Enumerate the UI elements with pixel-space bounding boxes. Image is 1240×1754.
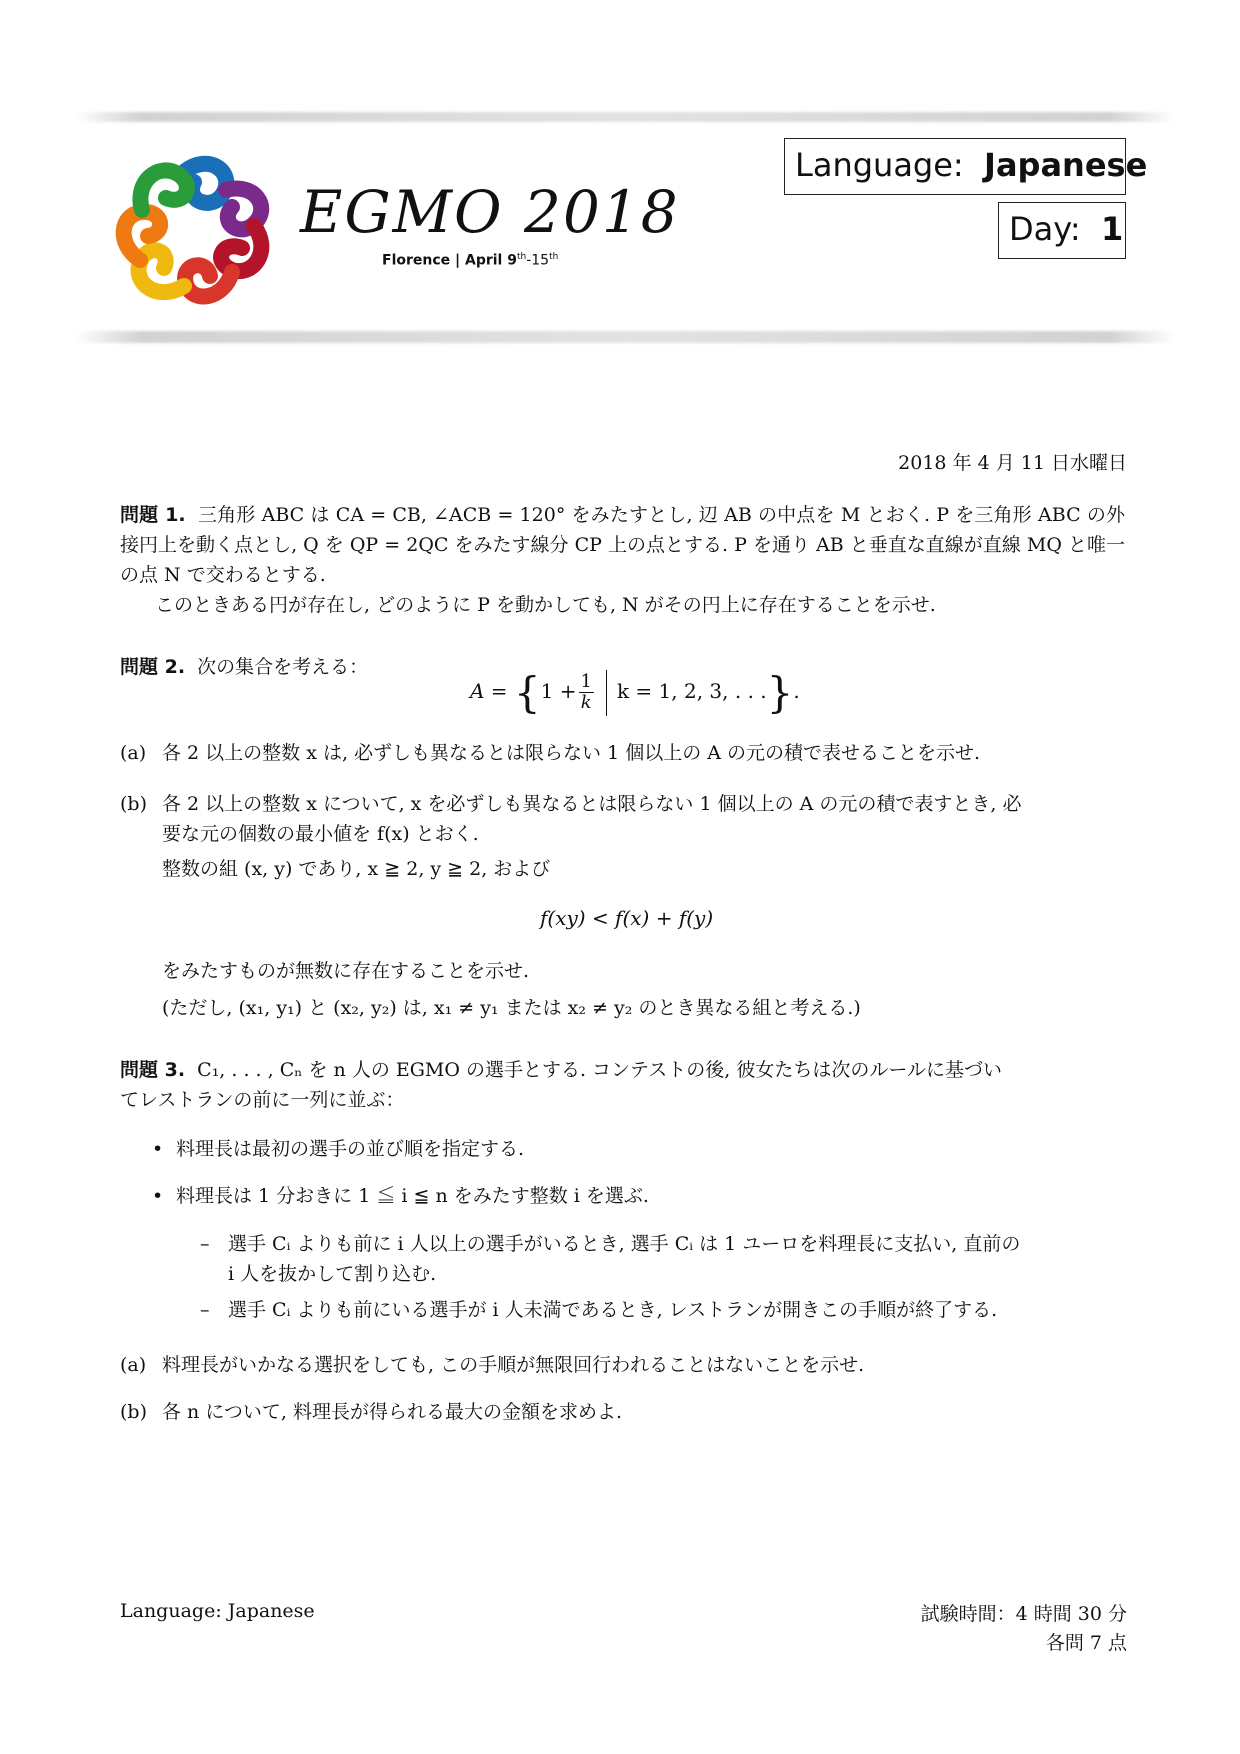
problem-2b-line4: をみたすものが無数に存在することを示せ. [162, 960, 530, 982]
set-definition: A = {1 + $\frac{1}{k}$ k = 1, 2, 3, . . .}. [470, 668, 800, 717]
egmo-title: EGMO 2018 [300, 178, 680, 246]
day-value: 1 [1100, 210, 1124, 248]
problem-3a: (a) 料理長がいかなる選択をしても, この手順が無限回行われることはないことを示せ. [120, 1354, 865, 1376]
problem-1-text: 三角形 ABC は CA = CB, ∠ACB = 120° をみたすとし, 辺 AB の中点を M とおく. P を三角形 ABC の外接円上を動く点とし, Q を QP = 2QC をみたす線分 CP 上の点とする. P を通り AB と垂直な直線が直線 MQ と唯一の点 N で交わるとする. [120, 504, 1125, 586]
day-box [998, 202, 1126, 259]
header-bottom-brush-stroke [75, 331, 1175, 343]
egmo-logo [114, 152, 274, 307]
problem-3-heading: 問題 3. [120, 1059, 186, 1081]
problem-1-conclusion: このときある円が存在し, どのように P を動かしても, N がその円上に存在することを示せ. [155, 594, 936, 616]
footer-exam-time: 試験時間：4 時間 30 分 [920, 1603, 1127, 1625]
egmo-subtitle: Florence | April 9th-15th [382, 252, 559, 269]
problem-2-intro: 問題 2. 次の集合を考える： [120, 656, 369, 678]
footer-points: 各問 7 点 [1045, 1632, 1127, 1654]
language-label: Language: [795, 146, 964, 184]
header-top-brush-stroke [75, 112, 1175, 122]
problem-3-intro: 問題 3. C₁, . . . , Cₙ を n 人の EGMO の選手とする. コンテストの後, 彼女たちは次のルールに基づい [120, 1059, 1002, 1081]
day-label: Day: [1009, 210, 1081, 248]
problem-3b: (b) 各 n について, 料理長が得られる最大の金額を求めよ. [120, 1401, 623, 1423]
footer-exam-info [921, 1600, 1127, 1658]
problem-3-rule-1: – 選手 Cᵢ よりも前に i 人以上の選手がいるとき, 選手 Cᵢ は 1 ユーロを料理長に支払い, 直前の i 人を抜かして割り込む. [200, 1229, 1020, 1289]
problem-1 [120, 500, 1125, 590]
problem-2b-line3: 整数の組 (x, y) であり, x ≧ 2, y ≧ 2, および [162, 858, 551, 880]
problem-1-heading: 問題 1. [120, 504, 186, 526]
problem-2a: (a) 各 2 以上の整数 x は, 必ずしも異なるとは限らない 1 個以上の A の元の積で表せることを示せ. [120, 742, 981, 764]
problem-2b-line2: 要な元の個数の最小値を f(x) とおく. [162, 823, 479, 845]
language-value: Japanese [984, 146, 1148, 184]
problem-2b-formula: f(xy) < f(x) + f(y) [540, 906, 714, 930]
language-box [784, 138, 1148, 195]
footer-language: Language: Japanese [120, 1600, 315, 1622]
problem-2b-line1: (b) 各 2 以上の整数 x について, x を必ずしも異なるとは限らない 1 個以上の A の元の積で表すとき, 必 [120, 793, 1022, 815]
exam-date: 2018 年 4 月 11 日水曜日 [898, 452, 1127, 474]
problem-2-heading: 問題 2. [120, 656, 186, 678]
problem-3-intro-line2: てレストランの前に一列に並ぶ： [120, 1089, 405, 1111]
problem-3-rule-2: – 選手 Cᵢ よりも前にいる選手が i 人未満であるとき, レストランが開きこの手順が終了する. [200, 1295, 997, 1325]
problem-2b-note: (ただし, (x₁, y₁) と (x₂, y₂) は, x₁ ≠ y₁ または x₂ ≠ y₂ のとき異なる組と考える.) [162, 997, 861, 1019]
